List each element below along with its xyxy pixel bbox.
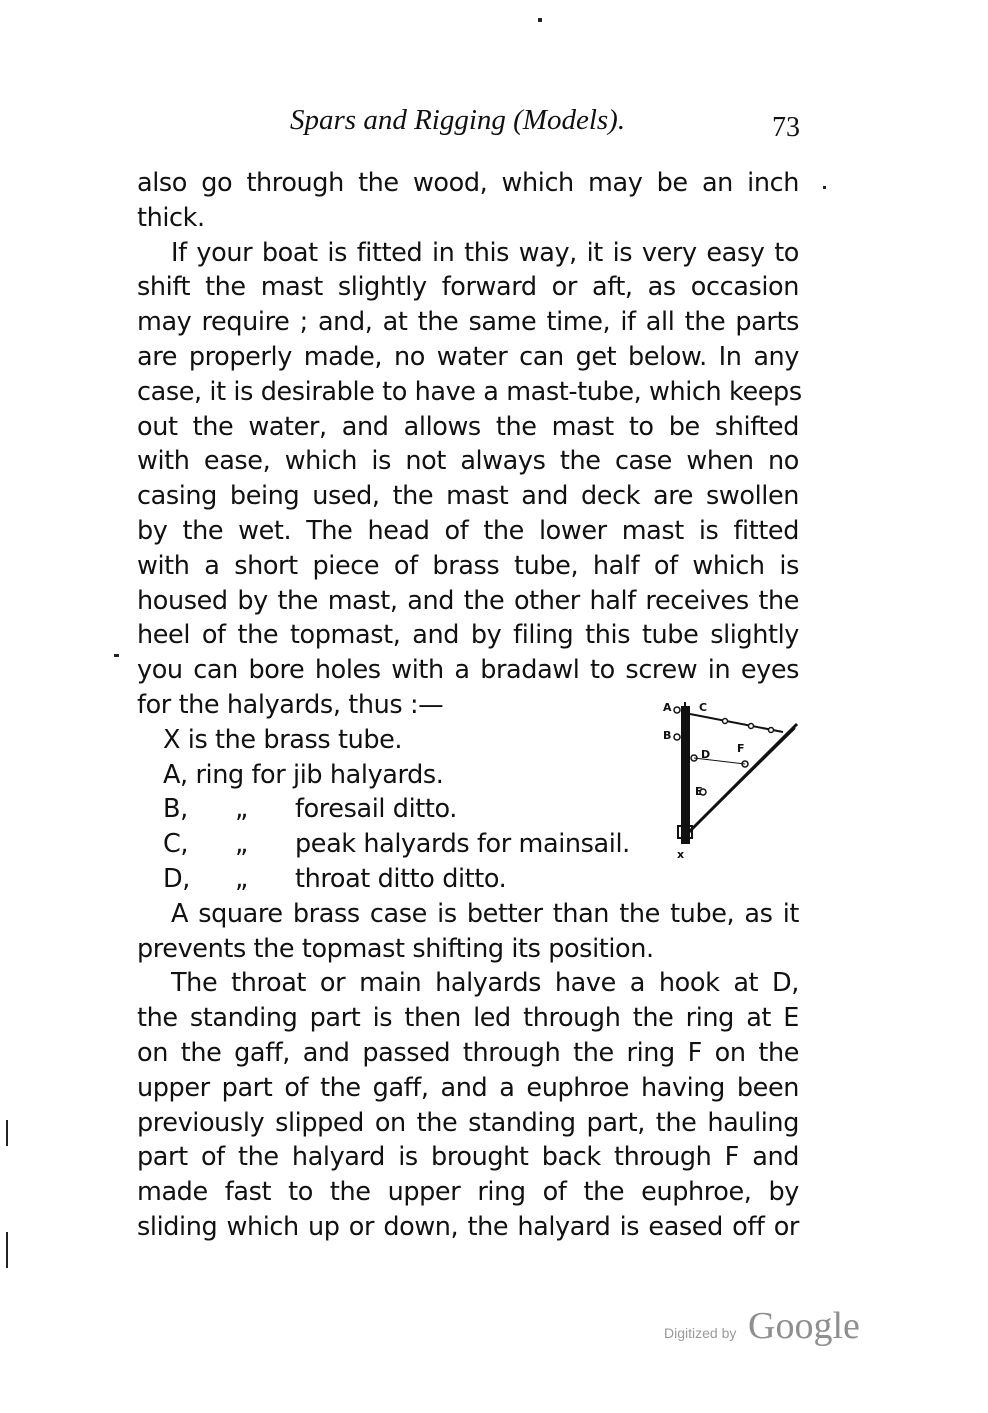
running-head <box>290 104 800 144</box>
ring-b <box>674 734 680 740</box>
scan-speck <box>538 18 542 22</box>
label-c: C <box>699 701 708 714</box>
label-f: F <box>737 742 745 755</box>
text-line: upper part of the gaff, and a euphroe having been <box>137 1072 799 1103</box>
text-line: you can bore holes with a bradawl to screw in eyes <box>137 655 799 686</box>
legend-ditto-mark: „ <box>235 863 248 894</box>
text-line: on the gaff, and passed through the ring F on the <box>137 1037 799 1068</box>
scan-speck <box>114 654 119 657</box>
text-line: out the water, and allows the mast to be shifted <box>137 411 799 442</box>
legend-text: throat ditto ditto. <box>295 863 507 894</box>
legend-line <box>137 862 799 897</box>
legend-ditto-mark: „ <box>235 829 248 860</box>
text-line: prevents the topmast shifting its position. <box>137 933 654 964</box>
legend-letter: D, <box>163 863 190 894</box>
legend-text: X is the brass tube. <box>163 724 403 755</box>
text-line: The throat or main halyards have a hook at D, <box>171 968 799 999</box>
text-line: are properly made, no water can get below. In any <box>137 341 799 372</box>
text-line: thick. <box>137 202 205 233</box>
text-line: A square brass case is better than the tube, as it <box>171 898 799 929</box>
mast-head-diagram <box>655 692 805 862</box>
text-line: heel of the topmast, and by filing this tube slightly <box>137 620 799 651</box>
legend-letter: C, <box>163 829 189 860</box>
mast-head-diagram-svg <box>655 692 805 862</box>
text-line: the standing part is then led through the ring at E <box>137 1003 799 1034</box>
text-line: also go through the wood, which may be an inch <box>137 168 799 198</box>
scan-speck <box>6 1232 8 1268</box>
text-line: sliding which up or down, the halyard is eased off or <box>137 1211 799 1242</box>
text-line: part of the halyard is brought back through F and <box>137 1142 799 1173</box>
text-line: made fast to the upper ring of the euphroe, by <box>137 1177 799 1208</box>
google-watermark <box>664 1304 874 1348</box>
label-e: E <box>695 785 703 798</box>
peak-halyard-ring <box>723 719 728 724</box>
google-logo: Google <box>748 1305 860 1347</box>
watermark-small-text: Digitized by <box>664 1325 737 1341</box>
text-line: If your boat is fitted in this way, it is very easy to <box>171 237 799 268</box>
peak-halyard-ring <box>749 724 754 729</box>
running-title: Spars and Rigging (Models). <box>290 104 626 136</box>
label-x: x <box>677 848 685 861</box>
text-line: case, it is desirable to have a mast-tube, which keeps <box>137 376 802 407</box>
text-line: shift the mast slightly forward or aft, as occasion <box>137 272 799 303</box>
text-line: with a short piece of brass tube, half of which is <box>137 550 799 581</box>
legend-letter: B, <box>163 794 188 825</box>
text-line: for the halyards, thus :— <box>137 689 444 720</box>
scan-speck <box>823 186 826 189</box>
label-d: D <box>701 748 711 761</box>
legend-ditto-mark: „ <box>235 794 248 825</box>
legend-text: peak halyards for mainsail. <box>295 829 630 860</box>
peak-halyard-ring <box>769 728 774 733</box>
ring-a <box>674 707 680 713</box>
text-line: may require ; and, at the same time, if all the parts <box>137 307 799 338</box>
text-line: casing being used, the mast and deck are swollen <box>137 481 799 512</box>
text-line: previously slipped on the standing part, the hauling <box>137 1107 799 1138</box>
text-line: housed by the mast, and the other half receives the <box>137 585 799 616</box>
label-b: B <box>663 729 672 742</box>
text-line: by the wet. The head of the lower mast is fitted <box>137 515 799 546</box>
label-a: A <box>663 701 672 714</box>
legend-text: foresail ditto. <box>295 794 457 825</box>
text-line: with ease, which is not always the case when no <box>137 446 799 477</box>
scan-speck <box>6 1120 8 1146</box>
legend-text: A, ring for jib halyards. <box>163 759 444 790</box>
page-number: 73 <box>772 112 800 143</box>
